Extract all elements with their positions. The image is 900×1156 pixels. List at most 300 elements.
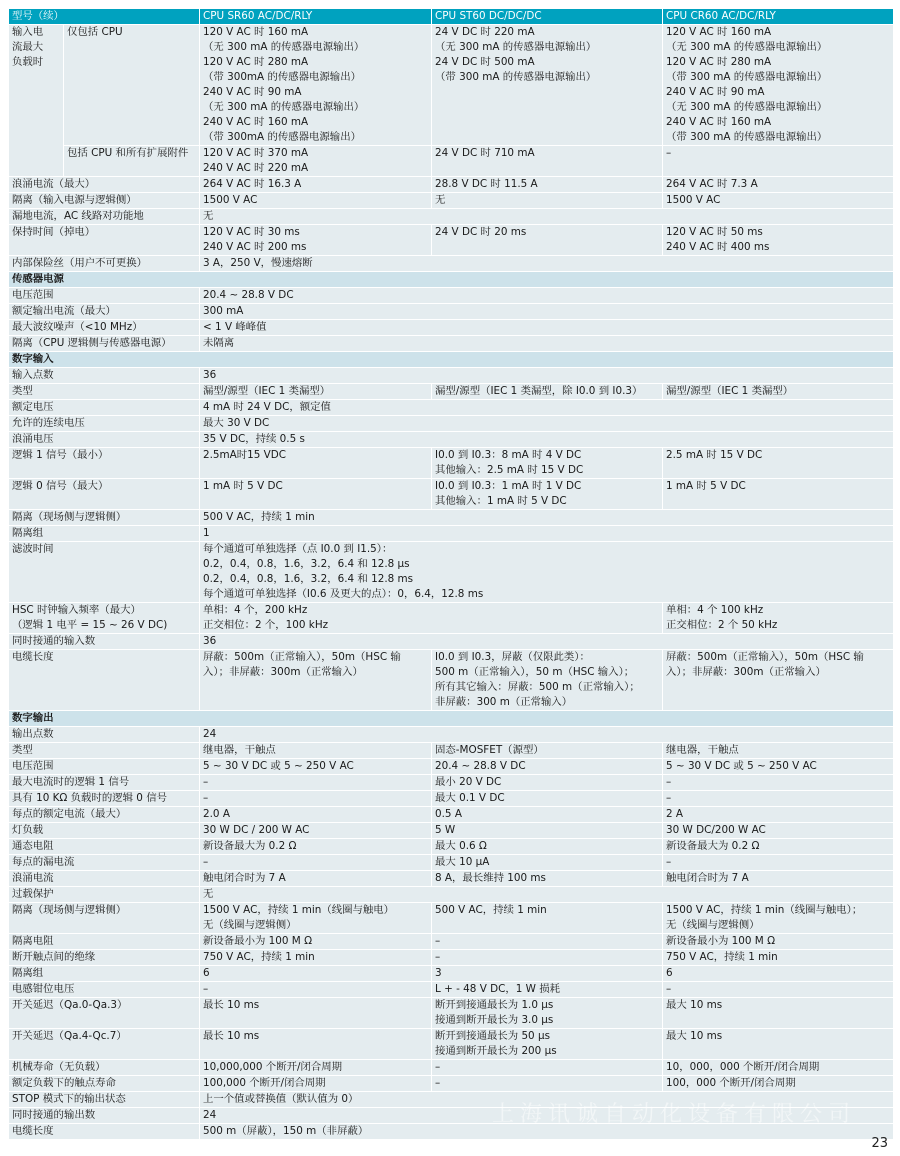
value-st60 xyxy=(432,791,663,807)
value-cr60 xyxy=(663,225,893,256)
cell-line: 保持时间（掉电） xyxy=(12,226,96,238)
cell-line: 无 xyxy=(435,194,446,206)
cell-line: 正交相位：2 个 50 kHz xyxy=(666,619,778,631)
cell-line: 电缆长度 xyxy=(12,1125,54,1137)
row-sublabel xyxy=(64,146,200,177)
value-sr60 xyxy=(200,225,432,256)
value-all-models xyxy=(200,256,893,272)
value-sr60 xyxy=(200,950,432,966)
cell-line: （带 300 mA 的传感器电源输出） xyxy=(435,71,597,83)
cell-line: 固态-MOSFET（源型） xyxy=(435,744,544,756)
cell-line: 6 xyxy=(203,967,210,979)
spec-row xyxy=(9,759,893,775)
spec-row xyxy=(9,209,893,225)
header-model-label: 型号（续） xyxy=(9,9,200,25)
spec-row xyxy=(9,1076,893,1092)
cell-line: 500 m（正常输入），50 m（HSC 输入）； xyxy=(435,666,635,678)
cell-line: 120 V AC 时 370 mA xyxy=(203,147,309,159)
cell-line: 无 xyxy=(203,210,214,222)
cell-line: 新设备最小为 100 M Ω xyxy=(666,935,776,947)
value-st60 xyxy=(432,1060,663,1076)
cell-line: 0.5 A xyxy=(435,808,462,820)
cell-line: 1500 V AC，持续 1 min（线圈与触电） xyxy=(203,904,395,916)
value-sr60 xyxy=(200,25,432,146)
value-st60 xyxy=(432,25,663,146)
value-sr60 xyxy=(200,982,432,998)
row-label xyxy=(9,542,200,603)
cell-line: 750 V AC，持续 1 min xyxy=(203,951,315,963)
value-cr60 xyxy=(663,1076,893,1092)
cell-line: 每个通道可单独选择（点 I0.0 到 I1.5）： xyxy=(203,543,393,555)
cell-line: – xyxy=(203,776,209,788)
cell-line: （无 300 mA 的传感器电源输出） xyxy=(435,41,597,53)
value-cr60 xyxy=(663,982,893,998)
cell-line: 10，000，000 个断开/闭合周期 xyxy=(666,1061,820,1073)
spec-row xyxy=(9,871,893,887)
cell-line: 24 V DC 时 220 mA xyxy=(435,26,535,38)
spec-row xyxy=(9,727,893,743)
spec-row xyxy=(9,1060,893,1076)
value-all-models xyxy=(200,510,893,526)
value-all-models xyxy=(200,320,893,336)
cell-line: 最长 10 ms xyxy=(203,999,260,1011)
value-cr60 xyxy=(663,998,893,1029)
value-cr60 xyxy=(663,25,893,146)
value-st60 xyxy=(432,384,663,400)
cell-line: 264 V AC 时 16.3 A xyxy=(203,178,302,190)
cell-line: 入）；非屏蔽：300m（正常输入） xyxy=(666,666,826,678)
spec-row xyxy=(9,839,893,855)
spec-row xyxy=(9,791,893,807)
cell-line: 包括 CPU 和所有扩展附件 xyxy=(67,147,189,159)
cell-line: – xyxy=(435,951,441,963)
spec-row xyxy=(9,288,893,304)
value-cr60 xyxy=(663,1060,893,1076)
spec-row xyxy=(9,432,893,448)
value-st60 xyxy=(432,1029,663,1060)
cell-line: 1500 V AC xyxy=(666,194,721,206)
header-model-3: CPU CR60 AC/DC/RLY xyxy=(663,9,893,25)
cell-line: 1500 V AC，持续 1 min（线圈与触电）； xyxy=(666,904,863,916)
cell-line: 浪涌电压 xyxy=(12,433,54,445)
cell-line: 漏地电流，AC 线路对功能地 xyxy=(12,210,144,222)
cell-line: 类型 xyxy=(12,385,33,397)
value-all-models xyxy=(200,288,893,304)
cell-line: 屏蔽：500m（正常输入），50m（HSC 输 xyxy=(203,651,401,663)
cell-line: 浪涌电流（最大） xyxy=(12,178,96,190)
value-st60 xyxy=(432,650,663,711)
row-label xyxy=(9,759,200,775)
cell-line: – xyxy=(435,1061,441,1073)
cell-line: 断开到接通最长为 50 μs xyxy=(435,1030,550,1042)
cell-line: 240 V AC 时 220 mA xyxy=(203,162,309,174)
row-label xyxy=(9,603,200,634)
cell-line: 开关延迟（Qa.0-Qa.3） xyxy=(12,999,128,1011)
cell-line: 240 V AC 时 90 mA xyxy=(666,86,765,98)
value-cr60 xyxy=(663,871,893,887)
cell-line: （无 300 mA 的传感器电源输出） xyxy=(203,41,365,53)
cell-line: 750 V AC，持续 1 min xyxy=(666,951,778,963)
cell-line: 断开触点间的绝缘 xyxy=(12,951,96,963)
section-title: 传感器电源 xyxy=(9,272,893,288)
cell-line: 最大 0.6 Ω xyxy=(435,840,487,852)
cell-line: L + - 48 V DC，1 W 损耗 xyxy=(435,983,561,995)
row-label xyxy=(9,209,200,225)
cell-line: 负载时 xyxy=(12,56,44,68)
value-sr60 xyxy=(200,448,432,479)
spec-row xyxy=(9,146,893,177)
cell-line: 1 mA 时 5 V DC xyxy=(666,480,746,492)
cell-line: 内部保险丝（用户不可更换） xyxy=(12,257,148,269)
section-header xyxy=(9,352,893,368)
value-all-models xyxy=(200,209,893,225)
cell-line: 240 V AC 时 200 ms xyxy=(203,241,307,253)
cell-line: 电压范围 xyxy=(12,289,54,301)
cell-line: 24 xyxy=(203,728,217,740)
cell-line: 单相：4 个 100 kHz xyxy=(666,604,764,616)
value-sr60 xyxy=(200,807,432,823)
value-st60 xyxy=(432,934,663,950)
row-label xyxy=(9,950,200,966)
value-st60 xyxy=(432,448,663,479)
cell-line: < 1 V 峰峰值 xyxy=(203,321,267,333)
cell-line: 屏蔽：500m（正常输入），50m（HSC 输 xyxy=(666,651,864,663)
spec-row xyxy=(9,304,893,320)
row-label xyxy=(9,1124,200,1140)
value-sr60 xyxy=(200,998,432,1029)
cell-line: – xyxy=(203,792,209,804)
value-cr60 xyxy=(663,603,893,634)
value-st60 xyxy=(432,146,663,177)
value-cr60 xyxy=(663,177,893,193)
value-sr60 xyxy=(200,966,432,982)
cell-line: 20.4 ~ 28.8 V DC xyxy=(203,289,294,301)
spec-row xyxy=(9,479,893,510)
cell-line: 隔离（现场侧与逻辑侧） xyxy=(12,904,127,916)
value-all-models xyxy=(200,526,893,542)
cell-line: 额定输出电流（最大） xyxy=(12,305,116,317)
cell-line: 120 V AC 时 280 mA xyxy=(666,56,772,68)
cell-line: （带 300mA 的传感器电源输出） xyxy=(203,71,361,83)
cell-line: 电感钳位电压 xyxy=(12,983,75,995)
cell-line: 隔离组 xyxy=(12,967,44,979)
row-label xyxy=(9,807,200,823)
cell-line: 允许的连续电压 xyxy=(12,417,85,429)
cell-line: 每个通道可单独选择（I0.6 及更大的点）：0，6.4，12.8 ms xyxy=(203,588,484,600)
cell-line: 36 xyxy=(203,369,217,381)
cell-line: I0.0 到 I0.3：8 mA 时 4 V DC xyxy=(435,449,582,461)
spec-row xyxy=(9,775,893,791)
value-sr60 xyxy=(200,650,432,711)
cell-line: 断开到接通最长为 1.0 μs xyxy=(435,999,554,1011)
cell-line: 5 W xyxy=(435,824,456,836)
cell-line: （带 300mA 的传感器电源输出） xyxy=(203,131,361,143)
row-label xyxy=(9,256,200,272)
header-model-2: CPU ST60 DC/DC/DC xyxy=(432,9,663,25)
cell-line: 浪涌电流 xyxy=(12,872,54,884)
value-st60 xyxy=(432,950,663,966)
cell-line: 120 V AC 时 160 mA xyxy=(203,26,309,38)
row-label xyxy=(9,839,200,855)
row-label xyxy=(9,1092,200,1108)
cell-line: 输入电 xyxy=(12,26,44,38)
value-st60 xyxy=(432,839,663,855)
value-sr60 xyxy=(200,934,432,950)
spec-row xyxy=(9,807,893,823)
row-label xyxy=(9,368,200,384)
value-st60 xyxy=(432,1076,663,1092)
row-label xyxy=(9,887,200,903)
cell-line: 6 xyxy=(666,967,673,979)
cell-line: – xyxy=(435,935,441,947)
value-all-models xyxy=(200,400,893,416)
cell-line: 最大 10 ms xyxy=(666,1030,723,1042)
value-sr60 xyxy=(200,193,432,209)
cell-line: 触电闭合时为 7 A xyxy=(203,872,286,884)
cell-line: – xyxy=(666,983,672,995)
spec-row xyxy=(9,966,893,982)
value-sr60 xyxy=(200,839,432,855)
value-cr60 xyxy=(663,479,893,510)
cell-line: 3 A，250 V，慢速熔断 xyxy=(203,257,313,269)
cell-line: – xyxy=(435,1077,441,1089)
cell-line: 隔离（输入电源与逻辑侧） xyxy=(12,194,137,206)
cell-line: I0.0 到 I0.3：1 mA 时 1 V DC xyxy=(435,480,582,492)
spec-row xyxy=(9,650,893,711)
spec-row xyxy=(9,400,893,416)
cell-line: 机械寿命（无负载） xyxy=(12,1061,106,1073)
cell-line: 其他输入：2.5 mA 时 15 V DC xyxy=(435,464,584,476)
value-sr60 xyxy=(200,146,432,177)
cell-line: 滤波时间 xyxy=(12,543,54,555)
cell-line: 500 m（屏蔽），150 m（非屏蔽） xyxy=(203,1125,369,1137)
cell-line: 最大 0.1 V DC xyxy=(435,792,505,804)
cell-line: 漏型/源型（IEC 1 类漏型） xyxy=(666,385,794,397)
cell-line: 28.8 V DC 时 11.5 A xyxy=(435,178,538,190)
row-label xyxy=(9,791,200,807)
spec-row xyxy=(9,368,893,384)
cell-line: 具有 10 KΩ 负载时的逻辑 0 信号 xyxy=(12,792,168,804)
value-all-models xyxy=(200,887,893,903)
cell-line: 1 mA 时 5 V DC xyxy=(203,480,283,492)
cell-line: I0.0 到 I0.3，屏蔽（仅限此类）： xyxy=(435,651,590,663)
cell-line: STOP 模式下的输出状态 xyxy=(12,1093,126,1105)
section-header xyxy=(9,272,893,288)
cell-line: 逻辑 1 信号（最小） xyxy=(12,449,109,461)
value-sr60 xyxy=(200,903,432,934)
section-title: 数字输出 xyxy=(9,711,893,727)
cell-line: 3 xyxy=(435,967,442,979)
row-label xyxy=(9,416,200,432)
value-cr60 xyxy=(663,650,893,711)
cell-line: 2.0 A xyxy=(203,808,230,820)
row-label xyxy=(9,384,200,400)
cell-line: 240 V AC 时 90 mA xyxy=(203,86,302,98)
section-title: 数字输入 xyxy=(9,352,893,368)
cell-line: 264 V AC 时 7.3 A xyxy=(666,178,758,190)
row-label xyxy=(9,510,200,526)
value-cr60 xyxy=(663,1029,893,1060)
cell-line: 0.2，0.4，0.8，1.6，3.2，6.4 和 12.8 μs xyxy=(203,558,410,570)
row-label xyxy=(9,479,200,510)
cell-line: 同时接通的输出数 xyxy=(12,1109,96,1121)
cell-line: 100,000 个断开/闭合周期 xyxy=(203,1077,326,1089)
cell-line: 隔离（CPU 逻辑侧与传感器电源） xyxy=(12,337,172,349)
value-cr60 xyxy=(663,193,893,209)
row-label xyxy=(9,1060,200,1076)
cell-line: 电压范围 xyxy=(12,760,54,772)
cell-line: 同时接通的输入数 xyxy=(12,635,96,647)
table-header-row xyxy=(9,9,893,25)
row-label xyxy=(9,288,200,304)
cell-line: 0.2，0.4，0.8，1.6，3.2，6.4 和 12.8 ms xyxy=(203,573,414,585)
cell-line: 2 A xyxy=(666,808,684,820)
cell-line: – xyxy=(666,856,672,868)
cell-line: 5 ~ 30 V DC 或 5 ~ 250 V AC xyxy=(666,760,817,772)
value-cr60 xyxy=(663,855,893,871)
row-label xyxy=(9,336,200,352)
cell-line: 最大 30 V DC xyxy=(203,417,270,429)
cell-line: 10,000,000 个断开/闭合周期 xyxy=(203,1061,343,1073)
cell-line: （无 300 mA 的传感器电源输出） xyxy=(203,101,365,113)
cell-line: 上一个值或替换值（默认值为 0） xyxy=(203,1093,359,1105)
cell-line: 仅包括 CPU xyxy=(67,26,123,38)
row-label xyxy=(9,934,200,950)
cell-line: 漏型/源型（IEC 1 类漏型，除 I0.0 到 I0.3） xyxy=(435,385,643,397)
row-label xyxy=(9,634,200,650)
value-sr60 xyxy=(200,791,432,807)
value-st60 xyxy=(432,225,663,256)
cell-line: 最小 20 V DC xyxy=(435,776,502,788)
cell-line: 输出点数 xyxy=(12,728,54,740)
spec-row xyxy=(9,320,893,336)
section-header xyxy=(9,711,893,727)
cell-line: 最长 10 ms xyxy=(203,1030,260,1042)
spec-row xyxy=(9,542,893,603)
cell-line: 隔离组 xyxy=(12,527,44,539)
cell-line: （带 300 mA 的传感器电源输出） xyxy=(666,71,828,83)
value-all-models xyxy=(200,336,893,352)
value-st60 xyxy=(432,871,663,887)
cell-line: 最大波纹噪声（<10 MHz） xyxy=(12,321,143,333)
cell-line: （无 300 mA 的传感器电源输出） xyxy=(666,41,828,53)
cell-line: 1500 V AC xyxy=(203,194,258,206)
value-st60 xyxy=(432,823,663,839)
value-sr60 xyxy=(200,871,432,887)
cell-line: 隔离（现场侧与逻辑侧） xyxy=(12,511,127,523)
spec-row xyxy=(9,634,893,650)
row-label xyxy=(9,823,200,839)
spec-row xyxy=(9,416,893,432)
value-cr60 xyxy=(663,448,893,479)
cell-line: 通态电阻 xyxy=(12,840,54,852)
cell-line: （无 300 mA 的传感器电源输出） xyxy=(666,101,828,113)
cell-line: 未隔离 xyxy=(203,337,235,349)
spec-row xyxy=(9,510,893,526)
cell-line: 5 ~ 30 V DC 或 5 ~ 250 V AC xyxy=(203,760,354,772)
row-sublabel xyxy=(64,25,200,146)
row-label xyxy=(9,871,200,887)
value-cr60 xyxy=(663,950,893,966)
row-label xyxy=(9,982,200,998)
row-label xyxy=(9,855,200,871)
spec-row xyxy=(9,603,893,634)
cell-line: 灯负载 xyxy=(12,824,44,836)
spec-row xyxy=(9,998,893,1029)
value-all-models xyxy=(200,416,893,432)
value-sr60 xyxy=(200,743,432,759)
spec-row xyxy=(9,982,893,998)
cell-line: 1 xyxy=(203,527,210,539)
value-cr60 xyxy=(663,823,893,839)
cell-line: 非屏蔽：300 m（正常输入） xyxy=(435,696,573,708)
value-sr60 xyxy=(200,1029,432,1060)
cell-line: 240 V AC 时 160 mA xyxy=(203,116,309,128)
cell-line: 无（线圈与逻辑侧） xyxy=(666,919,760,931)
header-model-1: CPU SR60 AC/DC/RLY xyxy=(200,9,432,25)
cell-line: 500 V AC，持续 1 min xyxy=(435,904,547,916)
cell-line: – xyxy=(203,856,209,868)
spec-row xyxy=(9,448,893,479)
cell-line: 正交相位：2 个，100 kHz xyxy=(203,619,329,631)
cell-line: 每点的漏电流 xyxy=(12,856,75,868)
row-label xyxy=(9,743,200,759)
spec-table xyxy=(8,8,893,1139)
cell-line: （逻辑 1 电平 = 15 ~ 26 V DC) xyxy=(12,619,168,631)
cell-line: 接通到断开最长为 3.0 μs xyxy=(435,1014,554,1026)
row-label xyxy=(9,775,200,791)
value-cr60 xyxy=(663,384,893,400)
spec-row xyxy=(9,225,893,256)
spec-row xyxy=(9,256,893,272)
cell-line: 24 V DC 时 20 ms xyxy=(435,226,527,238)
value-cr60 xyxy=(663,743,893,759)
spec-row xyxy=(9,193,893,209)
cell-line: 24 V DC 时 710 mA xyxy=(435,147,535,159)
value-st60 xyxy=(432,479,663,510)
cell-line: 继电器，干触点 xyxy=(666,744,739,756)
value-st60 xyxy=(432,998,663,1029)
cell-line: – xyxy=(203,983,209,995)
spec-page xyxy=(8,8,892,1139)
value-sr60 xyxy=(200,855,432,871)
value-cr60 xyxy=(663,839,893,855)
value-st60 xyxy=(432,775,663,791)
cell-line: 120 V AC 时 160 mA xyxy=(666,26,772,38)
cell-line: 类型 xyxy=(12,744,33,756)
spec-row xyxy=(9,855,893,871)
cell-line: 2.5 mA 时 15 V DC xyxy=(666,449,763,461)
cell-line: 电缆长度 xyxy=(12,651,54,663)
cell-line: HSC 时钟输入频率（最大） xyxy=(12,604,141,616)
cell-line: 逻辑 0 信号（最大） xyxy=(12,480,109,492)
cell-line: 20.4 ~ 28.8 V DC xyxy=(435,760,526,772)
value-cr60 xyxy=(663,759,893,775)
value-sr60 xyxy=(200,384,432,400)
spec-row xyxy=(9,934,893,950)
cell-line: 4 mA 时 24 V DC，额定值 xyxy=(203,401,331,413)
cell-line: – xyxy=(666,792,672,804)
cell-line: 新设备最大为 0.2 Ω xyxy=(203,840,297,852)
cell-line: 输入点数 xyxy=(12,369,54,381)
spec-row xyxy=(9,950,893,966)
cell-line: 无 xyxy=(203,888,214,900)
value-sr60 xyxy=(200,775,432,791)
value-sr60 xyxy=(200,823,432,839)
cell-line: 过载保护 xyxy=(12,888,54,900)
cell-line: 继电器，干触点 xyxy=(203,744,276,756)
cell-line: 24 V DC 时 500 mA xyxy=(435,56,535,68)
